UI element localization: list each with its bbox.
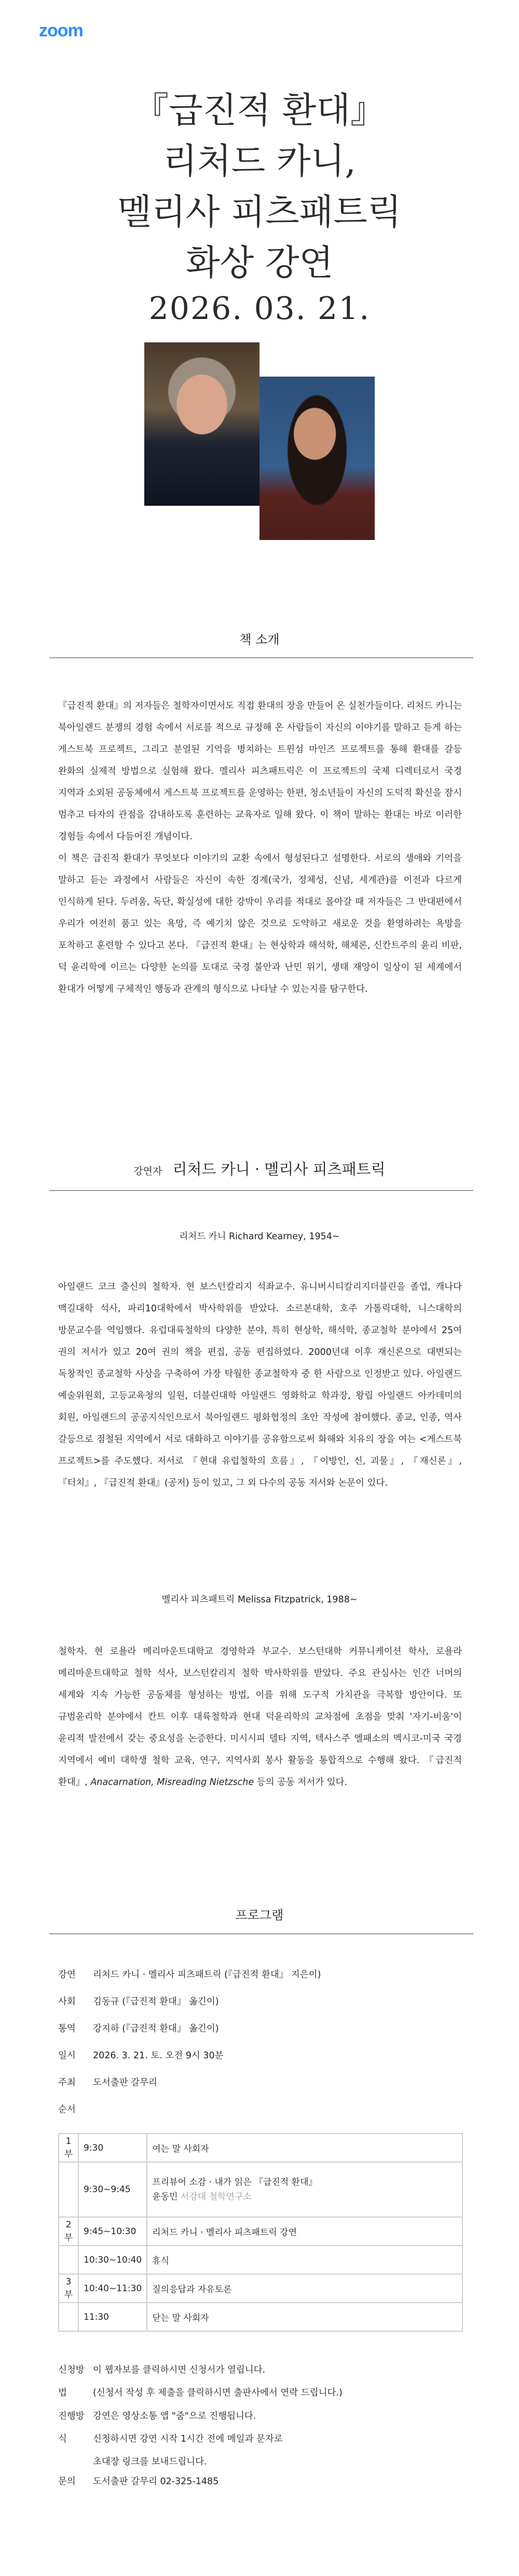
schedule-content: 닫는 말 사회자 bbox=[147, 2303, 462, 2331]
schedule-time: 10:30~10:40 bbox=[78, 2246, 147, 2274]
title-line: 멜리사 피츠패트릭 bbox=[117, 192, 402, 233]
info-label: 문의 bbox=[58, 2476, 76, 2487]
book-intro-paragraph: 이 책은 급진적 환대가 무엇보다 이야기의 교환 속에서 형성된다고 설명한다. 서로의 생애와 기억을 말하고 듣는 과정에서 사람들은 자신이 속한 경계(국가, 정체성, 신념, 세계관)를 이전과 다르게 인식하게 된다. 두려움, 독단, 확실성에 대한 강박이 우리를 적대로 몰아갈 때 저자들은 그 반대편에서 우리가 여전히 품고 있는 욕망, 즉 예기치 않은 것으로 도약하고 새로운 것을 환영하려는 욕망을 포착하고 훈련할 수 있다고 본다. 『급진적 환대』는 현상학과 해석학, 해체론, 신칸트주의 윤리 비판, 덕 윤리학에 이르는 다양한 논의를 토대로 국경 불안과 난민 위기, 생태 재앙이 일상이 된 세계에서 환대가 어떻게 구체적인 행동과 관계의 형식으로 나타날 수 있는지를 탐구한다. bbox=[58, 853, 462, 994]
info-label: 통역 bbox=[58, 2024, 76, 2034]
schedule-time: 9:30~9:45 bbox=[78, 2162, 147, 2217]
schedule-content: 질의응답과 자유토론 bbox=[147, 2274, 462, 2303]
title-line: 화상 강연 bbox=[185, 243, 334, 284]
format-line: 초대장 링크를 보내드립니다. bbox=[93, 2457, 207, 2467]
lecturer-bio-kearney bbox=[58, 1276, 462, 1494]
section-heading-lecturers bbox=[0, 1158, 519, 1179]
info-row-contact bbox=[58, 2474, 219, 2489]
info-row-order bbox=[58, 2102, 92, 2117]
event-date: 2026. 03. 21. bbox=[148, 290, 371, 327]
event-title bbox=[0, 86, 519, 289]
info-value: 김동규 (『급진적 환대』 옮긴이) bbox=[93, 1997, 219, 2007]
photo-melissa-fitzpatrick bbox=[260, 377, 375, 540]
speaker-affiliation: 서강대 철학연구소 bbox=[180, 2192, 252, 2202]
schedule-row bbox=[59, 2134, 462, 2162]
format-line: 신청하시면 강연 시작 1시간 전에 메일과 문자로 bbox=[93, 2434, 283, 2444]
info-label: 신청방법 bbox=[58, 2365, 85, 2398]
book-intro-paragraph: 『급진적 환대』의 저자들은 철학자이면서도 직접 환대의 장을 만들어 온 실천가들이다. 리처드 카니는 북아일랜드 분쟁의 경험 속에서 서로를 적으로 규정해 온 사람들이 자신의 이야기를 말하고 듣게 하는 게스트북 프로젝트, 그리고 분열된 기억을 병치하는 트윈섬 마인즈 프로젝트를 통해 환대를 갈등 완화의 실제적 방법으로 실험해 왔다. 멜리사 피츠패트릭은 이 프로젝트의 국제 디렉터로서 국경 지역과 소외된 공동체에서 게스트북 프로젝트를 운영하는 한편, 청소년들이 자신의 도덕적 확신을 잠시 멈추고 타자의 관점을 감내하도록 훈련하는 교육자로 일해 왔다. 이 책이 말하는 환대는 바로 이러한 경험들 속에서 다듬어진 개념이다. bbox=[58, 701, 462, 842]
info-value: 강지하 (『급진적 환대』 옮긴이) bbox=[93, 2024, 219, 2034]
schedule-part bbox=[59, 2246, 78, 2274]
schedule-time: 10:40~11:30 bbox=[78, 2274, 147, 2303]
info-row-interpreter bbox=[58, 2021, 219, 2037]
info-value: 2026. 3. 21. 토. 오전 9시 30분 bbox=[93, 2051, 224, 2061]
info-value bbox=[93, 2359, 343, 2404]
schedule-part: 1부 bbox=[59, 2134, 78, 2162]
schedule-row bbox=[59, 2246, 462, 2274]
info-label: 사회 bbox=[58, 1997, 76, 2007]
schedule-part bbox=[59, 2162, 78, 2217]
schedule-time: 9:45~10:30 bbox=[78, 2217, 147, 2246]
section-heading-book-intro: 책 소개 bbox=[239, 632, 280, 647]
bio-tail: 등의 공동 저서가 있다. bbox=[254, 1777, 348, 1788]
schedule-content: 여는 말 사회자 bbox=[147, 2134, 462, 2162]
bio-text: 철학자. 현 로욜라 메리마운트대학교 경영학과 부교수. 보스턴대학 커뮤니케이션 학사, 로욜라 메리마운트대학교 철학 석사, 보스턴칼리지 철학 박사학위를 받았다. 주요 관심사는 인간 너머의 세계와 지속 가능한 공동체를 형성하는 방법, 이를 위해 도구적 가치관을 극복할 방안이다. 또 규범윤리학 분야에서 칸트 이후 대륙철학과 현대 덕윤리학의 교차점에 초점을 맞춰 '자기-비움'이 윤리적 발전에서 갖는 중요성을 논증한다. 미시시피 델타 지역, 텍사스주 엘패소의 멕시코-미국 국경 지역에서 예비 대학생 철학 교육, 연구, 지역사회 봉사 활동을 통합적으로 수행해 왔다. 『급진적 환대』, bbox=[58, 1646, 462, 1788]
info-value: 리처드 카니 · 멜리사 피츠패트릭 (『급진적 환대』 지은이) bbox=[93, 1970, 321, 1980]
lecturer-name-fitzpatrick: 멜리사 피츠패트릭 Melissa Fitzpatrick, 1988~ bbox=[161, 1595, 358, 1605]
apply-line: (신청서 작성 후 제출을 클릭하시면 출판사에서 연락 드립니다.) bbox=[93, 2388, 343, 2398]
schedule-row bbox=[59, 2303, 462, 2331]
info-row-lecture bbox=[58, 1968, 321, 1983]
info-label: 일시 bbox=[58, 2051, 76, 2061]
contact-value: 도서출판 갈무리 02-325-1485 bbox=[93, 2476, 219, 2487]
info-value: 도서출판 갈무리 bbox=[93, 2078, 157, 2088]
schedule-content: 프리뷰어 소감 · 내가 읽은 『급진적 환대』 bbox=[152, 2177, 318, 2187]
divider bbox=[49, 1190, 473, 1191]
schedule-content: 리처드 카니 · 멜리사 피츠패트릭 강연 bbox=[147, 2217, 462, 2246]
photo-richard-kearney bbox=[144, 342, 260, 506]
info-label: 순서 bbox=[58, 2104, 76, 2115]
format-line: 강연은 영상소통 앱 "줌"으로 진행됩니다. bbox=[93, 2411, 256, 2421]
bio-book-titles: Anacarnation, Misreading Nietzsche bbox=[90, 1777, 254, 1788]
info-label: 강연 bbox=[58, 1970, 76, 1980]
schedule-time: 9:30 bbox=[78, 2134, 147, 2162]
schedule-time: 11:30 bbox=[78, 2303, 147, 2331]
title-line: 『급진적 환대』 bbox=[133, 90, 386, 131]
schedule-part bbox=[59, 2303, 78, 2331]
schedule-row bbox=[59, 2217, 462, 2246]
bio-text: 아일랜드 코크 출신의 철학자. 현 보스턴칼리지 석좌교수. 유니버시티칼리지더블린을 졸업, 캐나다 맥길대학 석사, 파리10대학에서 박사학위를 받았다. 소르본대학, 호주 가톨릭대학, 니스대학의 방문교수를 역임했다. 유럽대륙철학의 다양한 분야, 특히 현상학, 해석학, 종교철학 분야에서 25여 권의 저서가 있고 20여 권의 책을 편집, 공동 편집하였다. 2000년대 이후 재신론으로 대변되는 독창적인 종교철학 사상을 구축하여 가장 탁월한 종교철학자 중 한 사람으로 인정받고 있다. 아일랜드 예술위원회, 고등교육청의 일원, 더블린대학 아일랜드 영화학교 학과장, 왕립 아일랜드 아카데미의 회원, 아일랜드의 공공지식인으로서 북아일랜드 평화협정의 초안 작성에 참여했다. 종교, 인종, 역사 갈등으로 점철된 지역에서 서로 대화하고 이야기를 공유함으로써 화해와 치유의 장을 여는 <게스트북 프로젝트>를 주도했다. 저서로 『현대 유럽철학의 흐름』, 『이방인, 신, 괴물』, 『재신론』, 『터치』, 『급진적 환대』(공저) 등이 있고, 그 외 다수의 공동 저서와 논문이 있다. bbox=[58, 1282, 462, 1488]
book-intro-text bbox=[58, 695, 462, 1000]
info-row-datetime bbox=[58, 2048, 224, 2063]
info-row-host bbox=[58, 1995, 219, 2010]
apply-line[interactable]: 이 웹자보를 클릭하시면 신청서가 열립니다. bbox=[93, 2365, 266, 2375]
schedule-part: 2부 bbox=[59, 2217, 78, 2246]
divider bbox=[49, 1933, 473, 1934]
schedule-part: 3부 bbox=[59, 2274, 78, 2303]
speaker-name: 윤동민 bbox=[152, 2192, 181, 2202]
lecturers-label: 강연자 bbox=[133, 1166, 162, 1177]
lecturers-names: 리처드 카니 · 멜리사 피츠패트릭 bbox=[172, 1160, 386, 1178]
schedule-row bbox=[59, 2274, 462, 2303]
section-heading-program: 프로그램 bbox=[235, 1908, 284, 1922]
info-row-apply[interactable] bbox=[58, 2359, 343, 2404]
info-label: 진행방식 bbox=[58, 2411, 85, 2444]
info-row-format bbox=[58, 2405, 283, 2467]
title-line: 리처드 카니, bbox=[163, 141, 356, 182]
info-value bbox=[93, 2405, 283, 2473]
zoom-logo: zoom bbox=[39, 21, 83, 40]
schedule-content: 휴식 bbox=[147, 2246, 462, 2274]
schedule-row bbox=[59, 2162, 462, 2217]
schedule-table bbox=[58, 2133, 463, 2332]
info-row-organizer bbox=[58, 2075, 157, 2090]
lecturer-bio-fitzpatrick bbox=[58, 1641, 462, 1793]
divider bbox=[49, 657, 473, 658]
schedule-content-cell bbox=[147, 2162, 462, 2217]
info-label: 주최 bbox=[58, 2078, 76, 2088]
lecturer-name-kearney: 리처드 카니 Richard Kearney, 1954~ bbox=[179, 1231, 340, 1242]
